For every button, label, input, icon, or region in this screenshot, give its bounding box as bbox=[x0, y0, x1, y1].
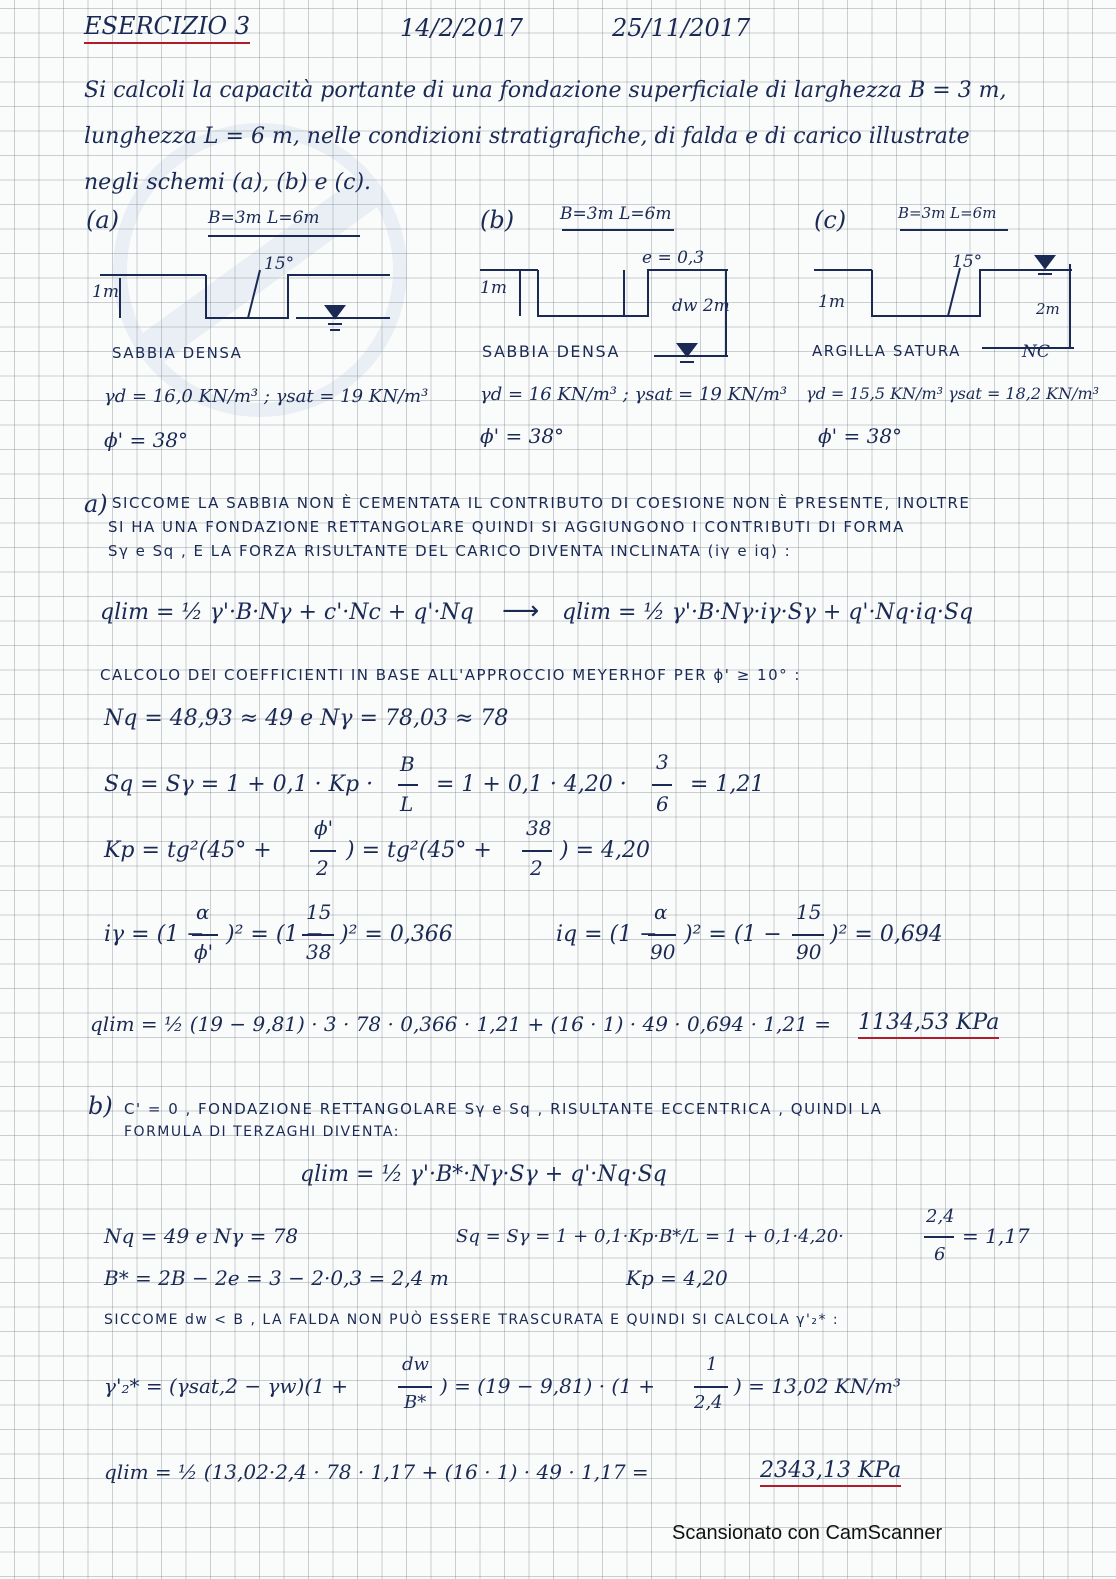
formula-b: qlim = ½ γ'·B*·Nγ·Sγ + q'·Nq·Sq bbox=[300, 1162, 667, 1187]
qlim-b-calc: qlim = ½ (13,02·2,4 · 78 · 1,17 + (16 · 1) · 49 · 1,17 = bbox=[104, 1460, 649, 1484]
sq-b-frac-bar bbox=[924, 1236, 954, 1238]
statement-line-2: lunghezza L = 6 m, nelle condizioni stratigrafiche, di falda e di carico illustrate bbox=[84, 124, 970, 149]
igamma-result: )² = 0,366 bbox=[340, 922, 453, 947]
kp-frac-num: ϕ' bbox=[314, 816, 334, 840]
part-a-tag: a) bbox=[84, 490, 108, 518]
part-b-tag: b) bbox=[88, 1092, 113, 1120]
sq-b-result: = 1,17 bbox=[962, 1224, 1030, 1248]
sq-left: Sq = Sγ = 1 + 0,1 · Kp · bbox=[104, 772, 374, 797]
part-b-text-1: C' = 0 , FONDAZIONE RETTANGOLARE Sγ e Sq , RISULTANTE ECCENTRICA , QUINDI LA bbox=[124, 1100, 883, 1118]
scheme-a-soil: SABBIA DENSA bbox=[112, 344, 243, 362]
scheme-a-depth: 1m bbox=[92, 282, 119, 302]
exercise-title: ESERCIZIO 3 bbox=[84, 12, 250, 44]
igamma-frac-den: ϕ' bbox=[194, 940, 214, 964]
scheme-b-soil: SABBIA DENSA bbox=[482, 342, 620, 361]
statement-line-1: Si calcoli la capacità portante di una fondazione superficiale di larghezza B = 3 m, bbox=[84, 78, 1007, 103]
iq-frac-den: 90 bbox=[650, 940, 676, 964]
statement-line-3: negli schemi (a), (b) e (c). bbox=[84, 170, 372, 195]
sq-mid: = 1 + 0,1 · 4,20 · bbox=[436, 772, 627, 797]
scheme-c-dims: B=3m L=6m bbox=[898, 204, 997, 222]
kp-b: Kp = 4,20 bbox=[626, 1266, 728, 1290]
qlim-a-calc: qlim = ½ (19 − 9,81) · 3 · 78 · 0,366 · 1,21 + (16 · 1) · 49 · 0,694 · 1,21 = bbox=[90, 1012, 831, 1036]
part-a-text-2: SI HA UNA FONDAZIONE RETTANGOLARE QUINDI SI AGGIUNGONO I CONTRIBUTI DI FORMA bbox=[108, 518, 905, 536]
scheme-b-ecc: e = 0,3 bbox=[642, 248, 705, 268]
igamma-frac2-bar bbox=[302, 934, 334, 936]
scheme-a-phi: ϕ' = 38° bbox=[104, 428, 189, 452]
scanner-footer: Scansionato con CamScanner bbox=[672, 1522, 943, 1544]
kp-frac-den: 2 bbox=[316, 856, 329, 880]
gamma2-frac-bar bbox=[398, 1386, 432, 1388]
kp-left: Kp = tg²(45° + bbox=[104, 838, 272, 863]
kp-frac-bar bbox=[310, 850, 336, 852]
scheme-c-phi: ϕ' = 38° bbox=[818, 424, 903, 448]
scheme-c-nc: NC bbox=[1022, 342, 1050, 362]
iq-left: iq = (1 − bbox=[556, 922, 658, 947]
kp-mid: ) = tg²(45° + bbox=[346, 838, 492, 863]
igamma-frac-num: α bbox=[196, 900, 210, 924]
iq-frac-bar bbox=[648, 934, 676, 936]
scheme-a-gamma: γd = 16,0 KN/m³ ; γsat = 19 KN/m³ bbox=[104, 386, 429, 407]
sq-frac2-num: 3 bbox=[656, 750, 669, 774]
scheme-b-dims: B=3m L=6m bbox=[560, 204, 672, 224]
nq-ngamma-b: Nq = 49 e Nγ = 78 bbox=[104, 1224, 299, 1248]
scheme-b-dw: dw 2m bbox=[672, 296, 730, 316]
scheme-c-gamma: γd = 15,5 KN/m³ γsat = 18,2 KN/m³ bbox=[806, 384, 1100, 403]
sq-frac2-bar bbox=[652, 784, 672, 786]
part-a-text-3: Sγ e Sq , E LA FORZA RISULTANTE DEL CARICO DIVENTA INCLINATA (iγ e iq) : bbox=[108, 542, 792, 560]
gamma2-mid: ) = (19 − 9,81) · (1 + bbox=[440, 1374, 656, 1398]
iq-frac2-den: 90 bbox=[796, 940, 822, 964]
formula-reduced: qlim = ½ γ'·B·Nγ·iγ·Sγ + q'·Nq·iq·Sq bbox=[562, 600, 974, 625]
bstar: B* = 2B − 2e = 3 − 2·0,3 = 2,4 m bbox=[104, 1266, 449, 1290]
scheme-b-gamma: γd = 16 KN/m³ ; γsat = 19 KN/m³ bbox=[480, 384, 788, 405]
gamma2-frac2-num: 1 bbox=[706, 1354, 718, 1375]
iq-frac2-bar bbox=[792, 934, 824, 936]
scheme-b-label: (b) bbox=[480, 206, 515, 234]
gamma2-frac-den: B* bbox=[404, 1392, 427, 1413]
gamma2-frac-num: dw bbox=[402, 1354, 429, 1375]
gamma2-result: ) = 13,02 KN/m³ bbox=[734, 1374, 902, 1398]
scheme-a-angle: 15° bbox=[264, 254, 295, 274]
scheme-a-dims: B=3m L=6m bbox=[208, 208, 320, 228]
igamma-frac2-den: 38 bbox=[306, 940, 332, 964]
gamma2-frac2-den: 2,4 bbox=[694, 1392, 723, 1413]
qlim-a-result: 1134,53 KPa bbox=[858, 1010, 999, 1039]
coefficients-title: CALCOLO DEI COEFFICIENTI IN BASE ALL'APPROCCIO MEYERHOF PER ϕ' ≥ 10° : bbox=[100, 666, 801, 684]
sq-frac-den: L bbox=[400, 792, 414, 816]
qlim-b-result: 2343,13 KPa bbox=[760, 1458, 901, 1487]
iq-frac-num: α bbox=[654, 900, 668, 924]
scheme-c-drawing bbox=[812, 224, 1080, 354]
scheme-c-angle: 15° bbox=[952, 252, 983, 272]
scheme-c-label: (c) bbox=[814, 206, 847, 234]
iq-frac2-num: 15 bbox=[796, 900, 822, 924]
igamma-frac-bar bbox=[192, 934, 218, 936]
igamma-frac2-num: 15 bbox=[306, 900, 332, 924]
nq-ngamma: Nq = 48,93 ≈ 49 e Nγ = 78,03 ≈ 78 bbox=[104, 706, 509, 731]
date-first: 14/2/2017 bbox=[400, 14, 524, 42]
scheme-c-depth: 1m bbox=[818, 292, 845, 312]
since-text: SICCOME dw < B , LA FALDA NON PUÒ ESSERE TRASCURATA E QUINDI SI CALCOLA γ'₂* : bbox=[104, 1312, 840, 1328]
scheme-b-depth: 1m bbox=[480, 278, 507, 298]
scheme-a-drawing bbox=[90, 230, 410, 340]
iq-result: )² = 0,694 bbox=[830, 922, 943, 947]
scheme-a-label: (a) bbox=[86, 206, 120, 234]
part-b-text-2: FORMULA DI TERZAGHI DIVENTA: bbox=[124, 1124, 400, 1140]
kp-frac2-den: 2 bbox=[530, 856, 543, 880]
gamma2-frac2-bar bbox=[694, 1386, 728, 1388]
arrow-icon: ⟶ bbox=[502, 596, 540, 626]
igamma-left: iγ = (1 − bbox=[104, 922, 205, 947]
part-a-text-1: SICCOME LA SABBIA NON È CEMENTATA IL CONTRIBUTO DI COESIONE NON È PRESENTE, INOLTRE bbox=[112, 494, 971, 512]
iq-mid: )² = (1 − bbox=[684, 922, 782, 947]
kp-result: ) = 4,20 bbox=[560, 838, 650, 863]
sq-result: = 1,21 bbox=[690, 772, 765, 797]
formula-general: qlim = ½ γ'·B·Nγ + c'·Nc + q'·Nq bbox=[100, 600, 474, 625]
sq-frac-bar bbox=[398, 784, 418, 786]
scheme-c-soil: ARGILLA SATURA bbox=[812, 342, 961, 360]
sq-b: Sq = Sγ = 1 + 0,1·Kp·B*/L = 1 + 0,1·4,20· bbox=[456, 1226, 844, 1247]
sq-frac2-den: 6 bbox=[656, 792, 669, 816]
igamma-mid: )² = (1 − bbox=[226, 922, 324, 947]
sq-b-frac-num: 2,4 bbox=[926, 1206, 955, 1227]
date-second: 25/11/2017 bbox=[612, 14, 751, 42]
scheme-c-side: 2m bbox=[1036, 300, 1060, 318]
scheme-b-phi: ϕ' = 38° bbox=[480, 424, 565, 448]
kp-frac2-num: 38 bbox=[526, 816, 552, 840]
kp-frac2-bar bbox=[522, 850, 552, 852]
gamma2-left: γ'₂* = (γsat,2 − γw)(1 + bbox=[104, 1374, 348, 1398]
sq-b-frac-den: 6 bbox=[934, 1244, 946, 1265]
sq-frac-num: B bbox=[400, 752, 415, 776]
